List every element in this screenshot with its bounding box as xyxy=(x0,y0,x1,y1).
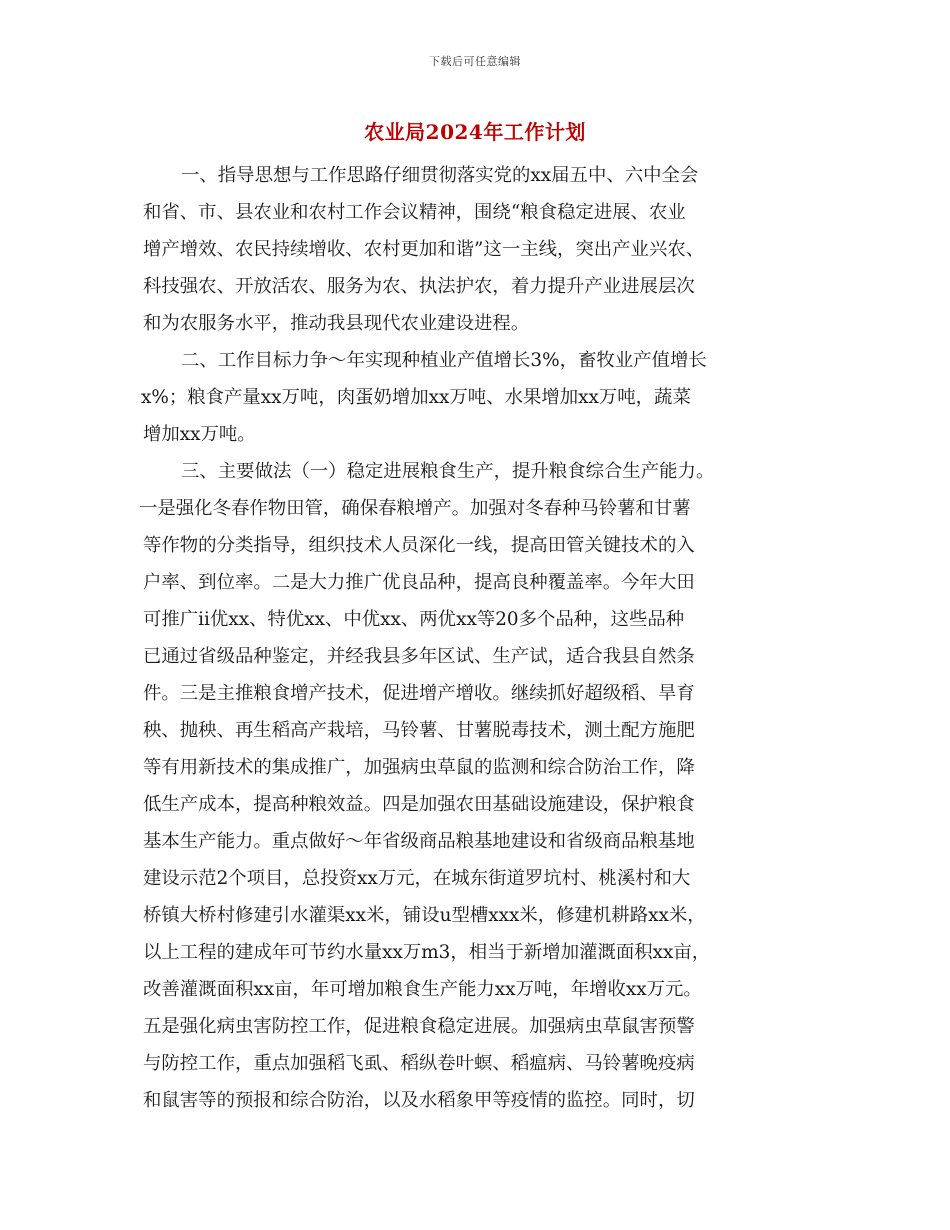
body-line-1: 一、指导思想与工作思路仔细贯彻落实党的xx届五中、六中全会 xyxy=(181,165,699,186)
body-line-5: 和为农服务水平，推动我县现代农业建设进程。 xyxy=(143,313,530,334)
document-title: 农业局2024年工作计划 xyxy=(364,120,586,144)
body-line-9: 三、主要做法（一）稳定进展粮食生产，提升粮食综合生产能力。 xyxy=(181,461,715,482)
body-line-2: 和省、市、县农业和农村工作会议精神，围绕“粮食稳定进展、农业 xyxy=(143,202,686,223)
body-line-21: 桥镇大桥村修建引水灌渠xx米，铺设u型槽xxx米，修建机耕路xx米， xyxy=(143,905,706,926)
body-line-15: 件。三是主推粮食增产技术，促进增产增收。继续抓好超级稻、旱育 xyxy=(143,683,695,704)
body-line-22: 以上工程的建成年可节约水量xx万m3，相当于新增加灌溉面积xx亩， xyxy=(143,942,711,963)
body-line-23: 改善灌溉面积xx亩，年可增加粮食生产能力xx万吨，年增收xx万元。 xyxy=(143,979,702,1000)
body-line-18: 低生产成本，提高种粮效益。四是加强农田基础设施建设，保护粮食 xyxy=(143,794,695,815)
body-line-3: 增产增效、农民持续增收、农村更加和谐”这一主线，突出产业兴农、 xyxy=(143,239,705,260)
body-line-13: 可推广ii优xx、特优xx、中优xx、两优xx等20多个品种，这些品种 xyxy=(143,609,685,630)
document-body xyxy=(139,157,803,1119)
body-line-14: 已通过省级品种鉴定，并经我县多年区试、生产试，适合我县自然条 xyxy=(143,646,695,667)
body-line-10: 一是强化冬春作物田管，确保春粮增产。加强对冬春种马铃薯和甘薯 xyxy=(139,498,691,519)
page-header-note: 下载后可任意编辑 xyxy=(429,55,521,68)
body-line-6: 二、工作目标力争～年实现种植业产值增长3%，畜牧业产值增长 xyxy=(181,350,707,371)
body-line-25: 与防控工作，重点加强稻飞虱、稻纵卷叶螟、稻瘟病、马铃薯晚疫病 xyxy=(143,1053,695,1074)
body-line-26: 和鼠害等的预报和综合防治，以及水稻象甲等疫情的监控。同时，切 xyxy=(143,1090,695,1111)
body-line-20: 建设示范2个项目，总投资xx万元，在城东街道罗坑村、桃溪村和大 xyxy=(143,868,691,889)
body-line-24: 五是强化病虫害防控工作，促进粮食稳定进展。加强病虫草鼠害预警 xyxy=(143,1016,695,1037)
body-line-7: x%；粮食产量xx万吨，肉蛋奶增加xx万吨、水果增加xx万吨，蔬菜 xyxy=(141,387,691,408)
body-line-4: 科技强农、开放活农、服务为农、执法护农，着力提升产业进展层次 xyxy=(143,276,695,297)
body-line-12: 户率、到位率。二是大力推广优良品种，提高良种覆盖率。今年大田 xyxy=(143,572,695,593)
body-line-19: 基本生产能力。重点做好～年省级商品粮基地建设和省级商品粮基地 xyxy=(143,831,695,852)
body-line-8: 增加xx万吨。 xyxy=(143,424,256,445)
body-line-17: 等有用新技术的集成推广，加强病虫草鼠的监测和综合防治工作，降 xyxy=(143,757,695,778)
body-line-16: 秧、抛秧、再生稻高产栽培，马铃薯、甘薯脱毒技术，测土配方施肥 xyxy=(143,720,695,741)
body-line-11: 等作物的分类指导，组织技术人员深化一线，提高田管关键技术的入 xyxy=(143,535,695,556)
